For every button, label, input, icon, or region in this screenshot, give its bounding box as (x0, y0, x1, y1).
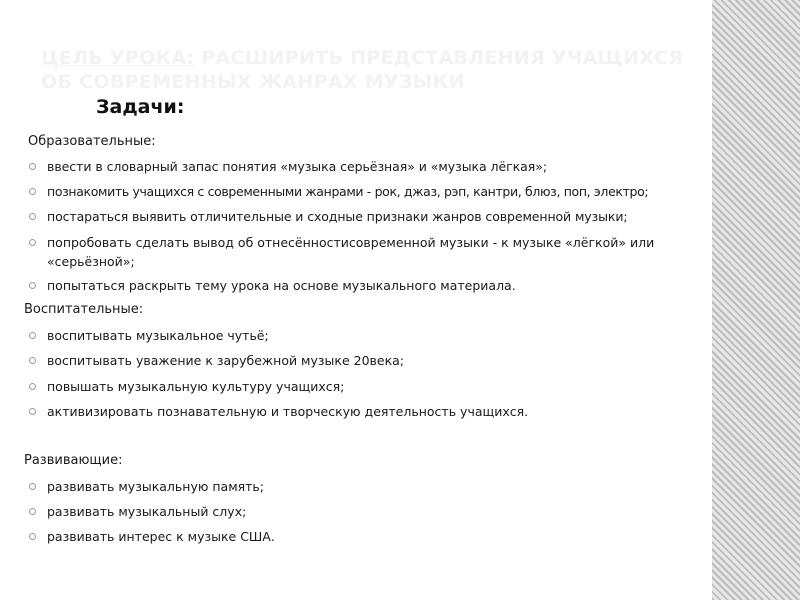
decorative-side-stripe (712, 0, 800, 600)
list-item: развивать музыкальный слух; (47, 502, 717, 521)
list-item: познакомить учащихся с современными жанрами - рок, джаз, рэп, кантри, блюз, поп, электро; (47, 182, 717, 201)
slide-title-prefix: ЦЕЛЬ УРОКА: (41, 47, 195, 69)
bullet-icon (29, 213, 36, 220)
slide-title (41, 46, 706, 94)
section-heading-upbringing: Воспитательные: (24, 302, 144, 317)
list-item: воспитывать музыкальное чутьё; (47, 326, 717, 345)
tasks-heading: Задачи: (96, 96, 185, 118)
bullet-icon (29, 332, 36, 339)
list-item: повышать музыкальную культуру учащихся; (47, 377, 717, 396)
list-item: постараться выявить отличительные и сходные признаки жанров современной музыки; (47, 207, 717, 226)
list-item: развивать музыкальную память; (47, 477, 717, 496)
list-item: развивать интерес к музыке США. (47, 527, 717, 546)
list-item: ввести в словарный запас понятия «музыка серьёзная» и «музыка лёгкая»; (47, 157, 717, 176)
bullet-icon (29, 383, 36, 390)
list-item: попробовать сделать вывод об отнесённостисовременной музыки - к музыке «лёгкой» или «серьёзной»; (47, 233, 707, 271)
list-item: активизировать познавательную и творческую деятельность учащихся. (47, 402, 717, 421)
bullet-icon (29, 188, 36, 195)
bullet-icon (29, 239, 36, 246)
bullet-icon (29, 483, 36, 490)
bullet-icon (29, 163, 36, 170)
bullet-icon (29, 508, 36, 515)
bullet-icon (29, 408, 36, 415)
bullet-icon (29, 357, 36, 364)
bullet-icon (29, 533, 36, 540)
bullet-icon (29, 282, 36, 289)
section-heading-educational: Образовательные: (28, 134, 156, 149)
section-heading-developmental: Развивающие: (24, 453, 123, 468)
slide-title-text: РАСШИРИТЬ ПРЕДСТАВЛЕНИЯ УЧАЩИХСЯ ОБ СОВРЕМЕННЫХ ЖАНРАХ МУЗЫКИ (41, 47, 684, 93)
list-item: воспитывать уважение к зарубежной музыке 20века; (47, 351, 717, 370)
list-item: попытаться раскрыть тему урока на основе музыкального материала. (47, 276, 717, 295)
